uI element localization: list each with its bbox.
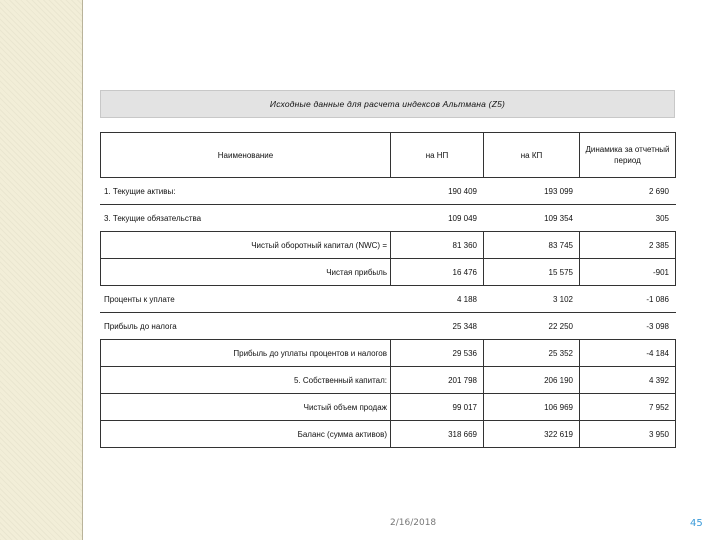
row-label: Чистый оборотный капитал (NWC) = — [101, 232, 391, 259]
altman-data-table — [100, 132, 676, 448]
value-end: 193 099 — [484, 178, 580, 205]
value-dynamics: -1 086 — [580, 286, 676, 313]
value-dynamics: 4 392 — [580, 367, 676, 394]
value-start: 318 669 — [391, 421, 484, 448]
header-end-period: на КП — [484, 133, 580, 178]
table-header-row — [101, 133, 676, 178]
slide-date: 2/16/2018 — [390, 518, 437, 528]
value-start: 99 017 — [391, 394, 484, 421]
row-label: Баланс (сумма активов) — [101, 421, 391, 448]
table-row — [101, 178, 676, 205]
value-start: 201 798 — [391, 367, 484, 394]
slide-page-number: 45 — [690, 518, 703, 529]
value-start: 109 049 — [391, 205, 484, 232]
value-end: 206 190 — [484, 367, 580, 394]
table-row — [101, 232, 676, 259]
value-dynamics: 2 385 — [580, 232, 676, 259]
value-dynamics: 305 — [580, 205, 676, 232]
value-start: 4 188 — [391, 286, 484, 313]
table-row — [101, 313, 676, 340]
table-row — [101, 205, 676, 232]
value-end: 3 102 — [484, 286, 580, 313]
row-label: 3. Текущие обязательства — [101, 205, 391, 232]
row-label: Чистая прибыль — [101, 259, 391, 286]
data-table-container — [100, 132, 675, 450]
row-label: 1. Текущие активы: — [101, 178, 391, 205]
value-end: 322 619 — [484, 421, 580, 448]
row-label: Чистый объем продаж — [101, 394, 391, 421]
value-start: 81 360 — [391, 232, 484, 259]
table-row — [101, 286, 676, 313]
value-end: 25 352 — [484, 340, 580, 367]
table-row — [101, 394, 676, 421]
header-start-period: на НП — [391, 133, 484, 178]
value-dynamics: 3 950 — [580, 421, 676, 448]
row-label: 5. Собственный капитал: — [101, 367, 391, 394]
value-start: 190 409 — [391, 178, 484, 205]
table-row — [101, 421, 676, 448]
value-dynamics: 2 690 — [580, 178, 676, 205]
value-start: 29 536 — [391, 340, 484, 367]
value-end: 106 969 — [484, 394, 580, 421]
table-row — [101, 259, 676, 286]
value-dynamics: 7 952 — [580, 394, 676, 421]
header-dynamics: Динамика за отчетный период — [580, 133, 676, 178]
value-dynamics: -901 — [580, 259, 676, 286]
table-row — [101, 367, 676, 394]
header-name: Наименование — [101, 133, 391, 178]
value-end: 109 354 — [484, 205, 580, 232]
table-title: Исходные данные для расчета индексов Альтмана (Z5) — [100, 90, 675, 118]
value-start: 16 476 — [391, 259, 484, 286]
value-start: 25 348 — [391, 313, 484, 340]
value-end: 15 575 — [484, 259, 580, 286]
value-dynamics: -4 184 — [580, 340, 676, 367]
row-label: Прибыль до уплаты процентов и налогов — [101, 340, 391, 367]
row-label: Прибыль до налога — [101, 313, 391, 340]
side-band-divider — [82, 0, 83, 540]
row-label: Проценты к уплате — [101, 286, 391, 313]
table-row — [101, 340, 676, 367]
decorative-side-band — [0, 0, 82, 540]
value-dynamics: -3 098 — [580, 313, 676, 340]
value-end: 83 745 — [484, 232, 580, 259]
value-end: 22 250 — [484, 313, 580, 340]
